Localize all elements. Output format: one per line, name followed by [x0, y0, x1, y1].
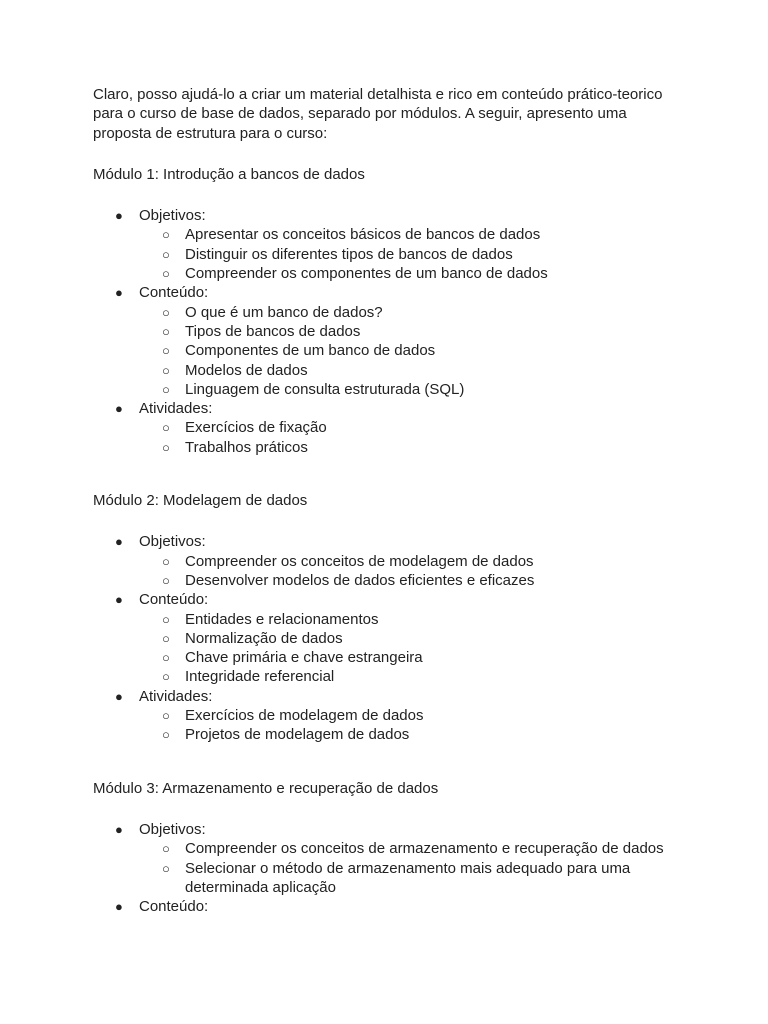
module-3 [93, 779, 673, 917]
list-item [139, 361, 673, 380]
module-sections [93, 532, 673, 744]
list-item-text: Chave primária e chave estrangeira [185, 649, 423, 667]
filled-bullet-icon: ● [115, 688, 123, 704]
section-label: Conteúdo: [139, 898, 209, 916]
section-item [93, 897, 673, 916]
section-item [93, 532, 673, 590]
list-item-text: Componentes de um banco de dados [185, 342, 436, 360]
module-title: Módulo 3: Armazenamento e recuperação de dados [93, 779, 439, 797]
list-item [139, 839, 673, 858]
list-item [139, 380, 673, 399]
filled-bullet-icon: ● [115, 899, 123, 915]
section-items [139, 706, 673, 745]
list-item [139, 264, 673, 283]
hollow-bullet-icon: ○ [162, 362, 170, 378]
hollow-bullet-icon: ○ [162, 630, 170, 646]
section-label: Conteúdo: [139, 591, 209, 609]
hollow-bullet-icon: ○ [162, 553, 170, 569]
hollow-bullet-icon: ○ [162, 650, 170, 666]
section-label: Atividades: [139, 687, 213, 705]
section-items [139, 610, 673, 687]
list-item-text: Exercícios de fixação [185, 419, 327, 437]
hollow-bullet-icon: ○ [162, 227, 170, 243]
list-item [139, 552, 673, 571]
list-item [139, 859, 673, 898]
list-item-text: Normalização de dados [185, 629, 343, 647]
hollow-bullet-icon: ○ [162, 669, 170, 685]
list-item [139, 225, 673, 244]
section-label: Objetivos: [139, 533, 206, 551]
list-item [139, 629, 673, 648]
list-item-text: Compreender os conceitos de armazenamento e recuperação de dados [185, 840, 664, 858]
section-item [93, 399, 673, 457]
filled-bullet-icon: ● [115, 534, 123, 550]
list-item-text: Apresentar os conceitos básicos de bancos de dados [185, 226, 541, 244]
hollow-bullet-icon: ○ [162, 304, 170, 320]
list-item [139, 725, 673, 744]
section-items [139, 418, 673, 457]
filled-bullet-icon: ● [115, 821, 123, 837]
list-item-text: Distinguir os diferentes tipos de bancos de dados [185, 245, 513, 263]
list-item-text: Modelos de dados [185, 361, 308, 379]
list-item-text: Compreender os conceitos de modelagem de dados [185, 552, 534, 570]
module-title: Módulo 1: Introdução a bancos de dados [93, 165, 365, 183]
list-item [139, 438, 673, 457]
list-item-text: O que é um banco de dados? [185, 303, 383, 321]
list-item [139, 706, 673, 725]
list-item-text: Exercícios de modelagem de dados [185, 707, 424, 725]
hollow-bullet-icon: ○ [162, 266, 170, 282]
list-item-text: Tipos de bancos de dados [185, 322, 361, 340]
list-item [139, 418, 673, 437]
section-item [93, 590, 673, 686]
list-item-text: Compreender os componentes de um banco de dados [185, 265, 548, 283]
list-item [139, 245, 673, 264]
filled-bullet-icon: ● [115, 592, 123, 608]
list-item-text: Trabalhos práticos [185, 438, 308, 456]
list-item-text: Desenvolver modelos de dados eficientes e eficazes [185, 571, 535, 589]
hollow-bullet-icon: ○ [162, 841, 170, 857]
filled-bullet-icon: ● [115, 401, 123, 417]
module-1 [93, 165, 673, 457]
list-item-text: Projetos de modelagem de dados [185, 726, 410, 744]
hollow-bullet-icon: ○ [162, 323, 170, 339]
list-item-text: Entidades e relacionamentos [185, 610, 379, 628]
hollow-bullet-icon: ○ [162, 572, 170, 588]
section-item [93, 206, 673, 283]
section-items [139, 552, 673, 591]
module-2 [93, 491, 673, 745]
hollow-bullet-icon: ○ [162, 381, 170, 397]
filled-bullet-icon: ● [115, 285, 123, 301]
list-item [139, 571, 673, 590]
document-page [93, 85, 673, 916]
section-label: Objetivos: [139, 820, 206, 838]
intro-paragraph: Claro, posso ajudá-lo a criar um material detalhista e rico em conteúdo prático-teorico para o curso de base de dados, separado por módulos. A seguir, apresento uma proposta de estrutura para o curso: [93, 86, 663, 142]
hollow-bullet-icon: ○ [162, 439, 170, 455]
list-item [139, 303, 673, 322]
section-label: Objetivos: [139, 207, 206, 225]
list-item-text: Selecionar o método de armazenamento mais adequado para uma determinada aplicação [185, 859, 631, 896]
list-item-text: Integridade referencial [185, 668, 335, 686]
section-items [139, 225, 673, 283]
list-item-text: Linguagem de consulta estruturada (SQL) [185, 380, 465, 398]
list-item [139, 341, 673, 360]
section-item [93, 283, 673, 399]
module-title: Módulo 2: Modelagem de dados [93, 492, 308, 510]
section-label: Atividades: [139, 400, 213, 418]
hollow-bullet-icon: ○ [162, 708, 170, 724]
hollow-bullet-icon: ○ [162, 860, 170, 876]
module-sections [93, 206, 673, 457]
list-item [139, 648, 673, 667]
section-label: Conteúdo: [139, 284, 209, 302]
hollow-bullet-icon: ○ [162, 343, 170, 359]
filled-bullet-icon: ● [115, 208, 123, 224]
section-items [139, 303, 673, 399]
hollow-bullet-icon: ○ [162, 420, 170, 436]
list-item [139, 667, 673, 686]
hollow-bullet-icon: ○ [162, 727, 170, 743]
hollow-bullet-icon: ○ [162, 246, 170, 262]
module-sections [93, 820, 673, 916]
section-item [93, 820, 673, 897]
section-item [93, 687, 673, 745]
hollow-bullet-icon: ○ [162, 611, 170, 627]
list-item [139, 322, 673, 341]
list-item [139, 610, 673, 629]
section-items [139, 839, 673, 897]
